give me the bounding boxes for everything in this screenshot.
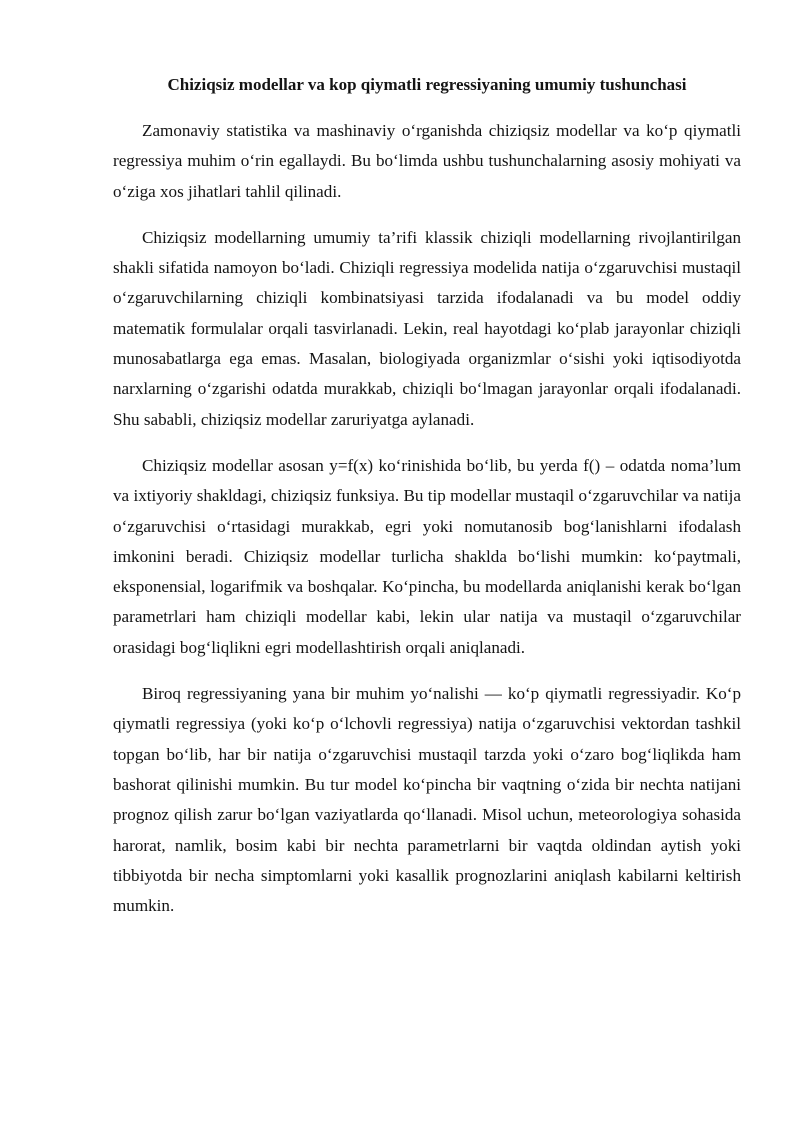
document-body bbox=[113, 69, 741, 921]
paragraph-intro: Zamonaviy statistika va mashinaviy o‘rganishda chiziqsiz modellar va ko‘p qiymatli regressiya muhim o‘rin egallaydi. Bu bo‘limda ushbu tushunchalarning asosiy mohiyati va o‘ziga xos jihatlari tahlil qilinadi. bbox=[113, 121, 741, 201]
paragraph-multivariate-regression: Biroq regressiyaning yana bir muhim yo‘nalishi — ko‘p qiymatli regressiyadir. Ko‘p qiymatli regressiya (yoki ko‘p o‘lchovli regressiya) natija o‘zgaruvchisi vektordan tashkil topgan bo‘lib, har bir natija o‘zgaruvchisi mustaqil tarzda yoki o‘zaro bog‘liqlikda ham bashorat qilinishi mumkin. Bu tur model ko‘pincha bir vaqtning o‘zida bir nechta natijani prognoz qilish zarur bo‘lgan vaziyatlarda qo‘llanadi. Misol uchun, meteorologiya sohasida harorat, namlik, bosim kabi bir nechta parametrlarni bir vaqtda oldindan aytish yoki tibbiyotda bir necha simptomlarni yoki kasallik prognozlarini aniqlash kabilarni keltirish mumkin. bbox=[113, 684, 741, 916]
document-title: Chiziqsiz modellar va kop qiymatli regressiyaning umumiy tushunchasi bbox=[167, 75, 687, 94]
paragraph-nonlinear-forms: Chiziqsiz modellar asosan y=f(x) ko‘rinishida bo‘lib, bu yerda f() – odatda noma’lum va ixtiyoriy shakldagi, chiziqsiz funksiya. Bu tip modellar mustaqil o‘zgaruvchilar va natija o‘zgaruvchisi o‘rtasidagi murakkab, egri yoki nomutanosib bog‘lanishlarni ifodalash imkonini beradi. Chiziqsiz modellar turlicha shaklda bo‘lishi mumkin: ko‘paytmali, eksponensial, logarifmik va boshqalar. Ko‘pincha, bu modellarda aniqlanishi kerak bo‘lgan parametrlari ham chiziqli modellar kabi, lekin ular natija va mustaqil o‘zgaruvchilar orasidagi bog‘liqlikni egri modellashtirish orqali aniqlanadi. bbox=[113, 455, 741, 657]
paragraph-nonlinear-definition: Chiziqsiz modellarning umumiy ta’rifi klassik chiziqli modellarning rivojlantirilgan shakli sifatida namoyon bo‘ladi. Chiziqli regressiya modelida natija o‘zgaruvchisi mustaqil o‘zgaruvchilarning chiziqli kombinatsiyasi tarzida ifodalanadi va bu model oddiy matematik formulalar orqali tasvirlanadi. Lekin, real hayotdagi ko‘plab jarayonlar chiziqli munosabatlarga ega emas. Masalan, biologiyada organizmlar o‘sishi yoki iqtisodiyotda narxlarning o‘zgarishi odatda murakkab, chiziqli bo‘lmagan jarayonlar orqali ifodalanadi. Shu sababli, chiziqsiz modellar zaruriyatga aylanadi. bbox=[113, 227, 741, 429]
